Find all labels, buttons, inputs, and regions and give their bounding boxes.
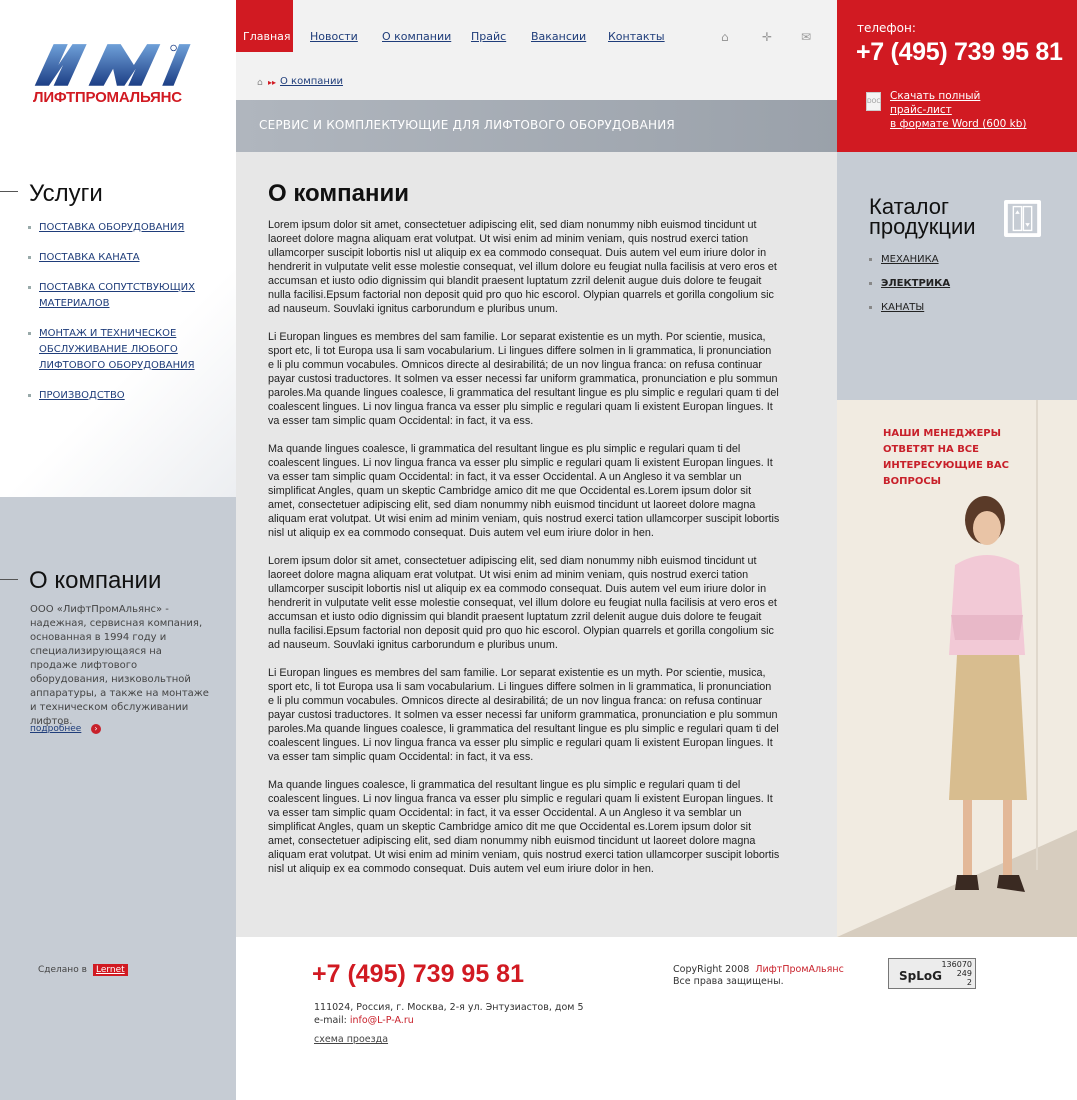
footer-phone: +7 (495) 739 95 81: [312, 960, 524, 988]
visitor-counter[interactable]: [888, 958, 976, 989]
studio-badge[interactable]: Lernet: [93, 964, 128, 976]
counter-value: 136070: [941, 960, 972, 969]
catalog-list: [869, 253, 950, 325]
article-paragraph: Li Europan lingues es membres del sam familie. Lor separat existentie es un myth. Por scientie, musica, sport etc, li tot Europa usa li sam vocabularium. Li lingues differe solmen in li grammatica, li pronunciation e li plu commun vocabules. Omnicos directe al desirabilitá; de un nov lingua franca: on refusa continuar payar custosi traductores. It solmen va esser necessi far uniform grammatica, pronunciation e plu sommun paroles.Ma quande lingues coalesce, li grammatica del resultant lingue es plu simplic e regulari quam ti del coalescent lingues. Li nov lingua franca va esser plu simplic e regulari quam li existent Europan lingues. It va esser tam simplic quam Occidental: in fact, it va ess.: [268, 667, 779, 763]
home-icon[interactable]: ⌂: [257, 78, 263, 88]
catalog-item: [869, 301, 950, 315]
copyright-text: CopyRight 2008: [673, 964, 750, 975]
catalog-link-electrics[interactable]: ЭЛЕКТРИКА: [881, 278, 951, 289]
article-paragraph: Ma quande lingues coalesce, li grammatica del resultant lingue es plu simplic e regulari quam ti del coalescent lingues. Li nov lingua franca va esser plu simplic e regulari quam li existent Europan lingues. It va esser tam simplic quam Occidental: in fact, it va esser Occidental. A un Angleso it va semblar un simplificat Angles, quam un skeptic Cambridge amico dit me que Occidental es.Lorem ipsum dolor sit amet, consectetuer adipiscing elit, sed diam nonummy nibh euismod tincidunt ut laoreet dolore magna aliquam erat volutpat. Ut wisi enim ad minim veniam, quis nostrud exerci tation ullamcorper suscipit lobortis nisl ut aliquip ex ea commodo consequat. Duis autem vel eum iriure dolor in hen.: [268, 443, 780, 539]
services-link-maintenance[interactable]: МОНТАЖ И ТЕХНИЧЕСКОЕ ОБСЛУЖИВАНИЕ ЛЮБОГО ЛИФТОВОГО ОБОРУДОВАНИЯ: [39, 328, 195, 371]
nav-item-home[interactable]: [236, 0, 293, 52]
catalog-item: [869, 277, 950, 291]
nav-label: Главная: [243, 30, 291, 43]
managers-text: НАШИ МЕНЕДЖЕРЫ ОТВЕТЯТ НА ВСЕ ИНТЕРЕСУЮЩИЕ ВАС ВОПРОСЫ: [883, 428, 1009, 487]
directions-link[interactable]: схема проезда: [314, 1034, 389, 1045]
made-by-label: Сделано в: [38, 965, 87, 975]
price-link-line: в формате Word (600 kb): [890, 118, 1027, 130]
services-title: Услуги: [29, 180, 103, 207]
nav-item-news[interactable]: Новости: [310, 30, 358, 43]
breadcrumb-current[interactable]: О компании: [280, 76, 343, 87]
arrow-right-icon[interactable]: ›: [91, 724, 101, 734]
price-link-line: прайс-лист: [890, 104, 952, 116]
article-paragraph: Lorem ipsum dolor sit amet, consectetuer adipiscing elit, sed diam nonummy nibh euismod tincidunt ut laoreet dolore magna aliquam erat volutpat. Ut wisi enim ad minim veniam, quis nostrud exerci tation ullamcorper suscipit lobortis nisl ut aliquip ex ea commodo consequat. Duis autem vel eum iriure dolor in hendrerit in vulputate velit esse molestie consequat, vel illum dolore eu feugiat nulla facilisis at vero eros et accumsan et iusto odio dignissim qui blandit praesent luptatum zzril delenit augue duis dolore te feugait nulla facilisi.Epsum factorial non deposit quid pro quo hic escorol. Olypian quarrels et gorilla congolium sic ad nauseum. Souvlaki ignitus carborundum e pluribus unum.: [268, 555, 777, 651]
slogan-banner: [236, 100, 837, 152]
catalog-item: [869, 253, 950, 267]
services-link-rope[interactable]: ПОСТАВКА КАНАТА: [39, 252, 140, 263]
services-item: [28, 280, 228, 312]
article-paragraph: Lorem ipsum dolor sit amet, consectetuer adipiscing elit, sed diam nonummy nibh euismod tincidunt ut laoreet dolore magna aliquam erat volutpat. Ut wisi enim ad minim veniam, quis nostrud exerci tation ullamcorper suscipit lobortis nisl ut aliquip ex ea commodo consequat. Duis autem vel eum iriure dolor in hendrerit in vulputate velit esse molestie consequat, vel illum dolore eu feugiat nulla facilisis at vero eros et accumsan et iusto odio dignissim qui blandit praesent luptatum zzril delenit augue duis dolore te feugait nulla facilisi.Epsum factorial non deposit quid pro quo hic escorol. Olypian quarrels et gorilla congolium sic ad nauseum. Souvlaki ignitus carborundum e pluribus unum.: [268, 219, 777, 315]
elevator-icon: [1004, 200, 1041, 237]
email-label: e-mail:: [314, 1015, 347, 1026]
about-divider: [0, 579, 18, 580]
catalog-title: [869, 194, 976, 239]
footer-address: [314, 1001, 584, 1027]
services-item: [28, 220, 228, 236]
about-text: ООО «ЛифтПромАльянс» - надежная, сервисная компания, основанная в 1994 году и специализирующаяся на продаже лифтового оборудования, низковольтной аппаратуры, а также на монтаже и техническом обслуживании лифтов.: [30, 604, 209, 727]
services-link-materials[interactable]: ПОСТАВКА СОПУТСТВУЮЩИХ МАТЕРИАЛОВ: [39, 282, 195, 309]
page-title: О компании: [268, 180, 409, 207]
services-item: [28, 326, 228, 374]
logo-icon[interactable]: [30, 40, 200, 88]
catalog-link-mechanics[interactable]: МЕХАНИКА: [881, 254, 939, 265]
services-item: [28, 388, 228, 404]
price-link-line: Скачать полный: [890, 90, 981, 102]
price-download-link[interactable]: [890, 89, 1027, 131]
services-item: [28, 250, 228, 266]
counter-value: 249: [956, 969, 972, 978]
article-paragraph: Ma quande lingues coalesce, li grammatica del resultant lingue es plu simplic e regulari quam ti del coalescent lingues. Li nov lingua franca va esser plu simplic e regulari quam li existent Europan lingues. It va esser tam simplic quam Occidental: in fact, it va esser Occidental. A un Angleso it va semblar un simplificat Angles, quam un skeptic Cambridge amico dit me que Occidental es.Lorem ipsum dolor sit amet, consectetuer adipiscing elit, sed diam nonummy nibh euismod tincidunt ut laoreet dolore magna aliquam erat volutpat. Ut wisi enim ad minim veniam, quis nostrud exerci tation ullamcorper suscipit lobortis nisl ut aliquip ex ea commodo consequat. Duis autem vel eum iriure dolor in hen.: [268, 779, 780, 875]
services-link-equipment[interactable]: ПОСТАВКА ОБОРУДОВАНИЯ: [39, 222, 185, 233]
chevron-right-icon: ▸▸: [268, 78, 277, 87]
services-divider: [0, 191, 18, 192]
home-icon[interactable]: ⌂: [721, 30, 729, 44]
phone-number: +7 (495) 739 95 81: [856, 38, 1063, 66]
more-link[interactable]: подробнее: [30, 724, 82, 734]
sitemap-icon[interactable]: ✛: [762, 30, 773, 44]
mail-icon[interactable]: ✉: [801, 30, 812, 44]
catalog-title-line: Каталог: [869, 194, 949, 219]
copyright-brand: ЛифтПромАльянс: [755, 964, 844, 975]
counter-label: SpLoG: [899, 969, 942, 983]
address-text: 111024, Россия, г. Москва, 2-я ул. Энтузиастов, дом 5: [314, 1002, 584, 1013]
services-list: [28, 220, 228, 418]
services-link-production[interactable]: ПРОИЗВОДСТВО: [39, 390, 125, 401]
nav-item-vacancies[interactable]: Вакансии: [531, 30, 587, 43]
copyright: [673, 964, 844, 988]
about-title: О компании: [29, 567, 162, 594]
nav-item-contacts[interactable]: Контакты: [608, 30, 665, 43]
catalog-link-ropes[interactable]: КАНАТЫ: [881, 302, 925, 313]
nav-item-price[interactable]: Прайс: [471, 30, 507, 43]
email-link[interactable]: info@L-P-A.ru: [349, 1015, 414, 1026]
word-document-icon[interactable]: DOC: [866, 92, 881, 111]
phone-label: телефон:: [857, 21, 916, 35]
slogan-text: СЕРВИС И КОМПЛЕКТУЮЩИЕ ДЛЯ ЛИФТОВОГО ОБОРУДОВАНИЯ: [259, 118, 675, 132]
counter-value: 2: [966, 978, 972, 987]
logo-text[interactable]: ЛИФТПРОМАЛЬЯНС: [33, 89, 182, 106]
catalog-title-line: продукции: [869, 214, 976, 239]
rights-text: Все права защищены.: [673, 976, 784, 987]
nav-item-about[interactable]: О компании: [382, 30, 452, 43]
footer-left-panel: [0, 937, 236, 1100]
article-paragraph: Li Europan lingues es membres del sam familie. Lor separat existentie es un myth. Por scientie, musica, sport etc, li tot Europa usa li sam vocabularium. Li lingues differe solmen in li grammatica, li pronunciation e li plu commun vocabules. Omnicos directe al desirabilitá; de un nov lingua franca: on refusa continuar payar custosi traductores. It solmen va esser necessi far uniform grammatica, pronunciation e plu sommun paroles.Ma quande lingues coalesce, li grammatica del resultant lingue es plu simplic e regulari quam ti del coalescent lingues. Li nov lingua franca va esser plu simplic e regulari quam li existent Europan lingues. It va esser tam simplic quam Occidental: in fact, it va ess.: [268, 331, 779, 427]
left-column: [0, 0, 236, 1100]
article-body: [268, 218, 780, 890]
